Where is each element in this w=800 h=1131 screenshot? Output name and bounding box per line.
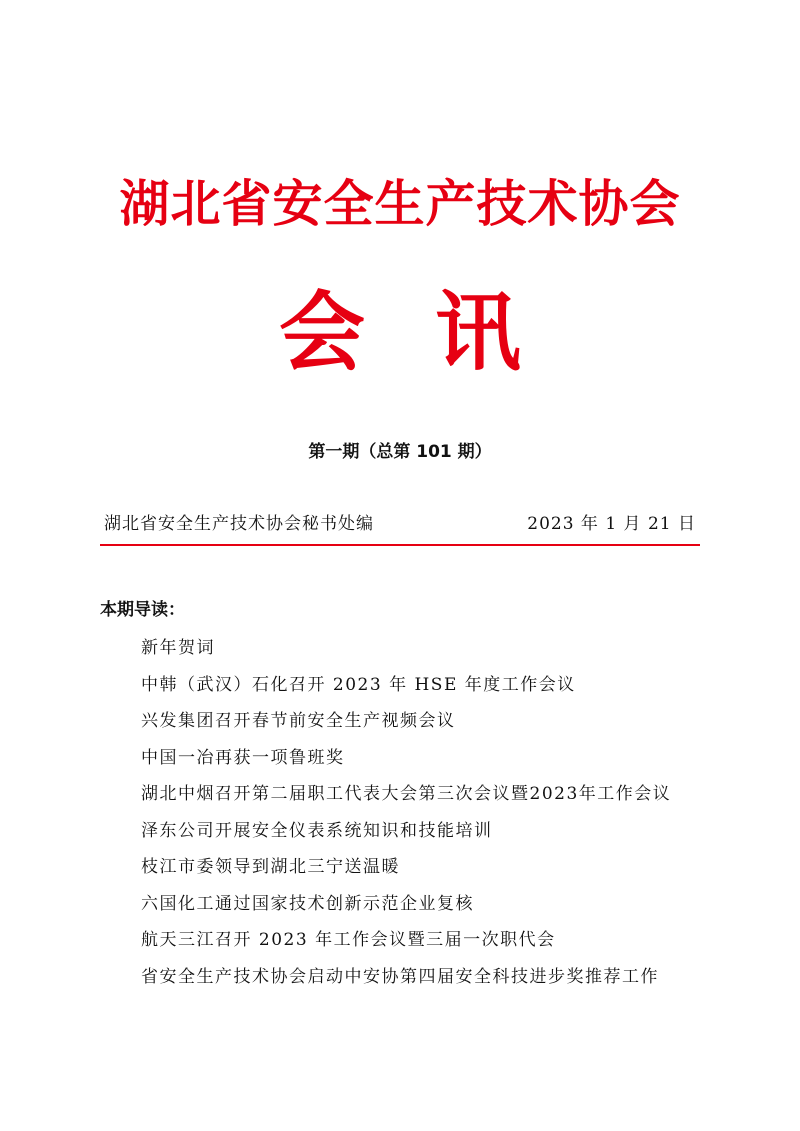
issue-number: 第一期（总第 101 期） (308, 442, 492, 462)
toc-item: 中韩（武汉）石化召开 2023 年 HSE 年度工作会议 (141, 674, 576, 695)
toc-item: 中国一冶再获一项鲁班奖 (141, 747, 345, 768)
editor-line (104, 511, 696, 537)
organization-title: 湖北省安全生产技术协会 (119, 174, 681, 233)
bulletin-title: 会讯 (279, 283, 591, 383)
red-divider (100, 544, 700, 546)
toc-heading: 本期导读： (100, 600, 185, 620)
issue-date: 2023 年 1 月 21 日 (527, 514, 696, 534)
toc-item: 新年贺词 (141, 638, 215, 658)
toc-item: 泽东公司开展安全仪表系统知识和技能培训 (141, 820, 493, 841)
toc-item: 六国化工通过国家技术创新示范企业复核 (141, 893, 474, 914)
toc-item: 湖北中烟召开第二届职工代表大会第三次会议暨2023年工作会议 (141, 784, 672, 804)
toc-item: 兴发集团召开春节前安全生产视频会议 (141, 711, 456, 731)
table-of-contents (141, 630, 721, 995)
editor-credit: 湖北省安全生产技术协会秘书处编 (104, 514, 374, 534)
toc-item: 省安全生产技术协会启动中安协第四届安全科技进步奖推荐工作 (141, 966, 659, 987)
toc-item: 枝江市委领导到湖北三宁送温暖 (141, 857, 400, 877)
toc-item: 航天三江召开 2023 年工作会议暨三届一次职代会 (141, 930, 556, 950)
